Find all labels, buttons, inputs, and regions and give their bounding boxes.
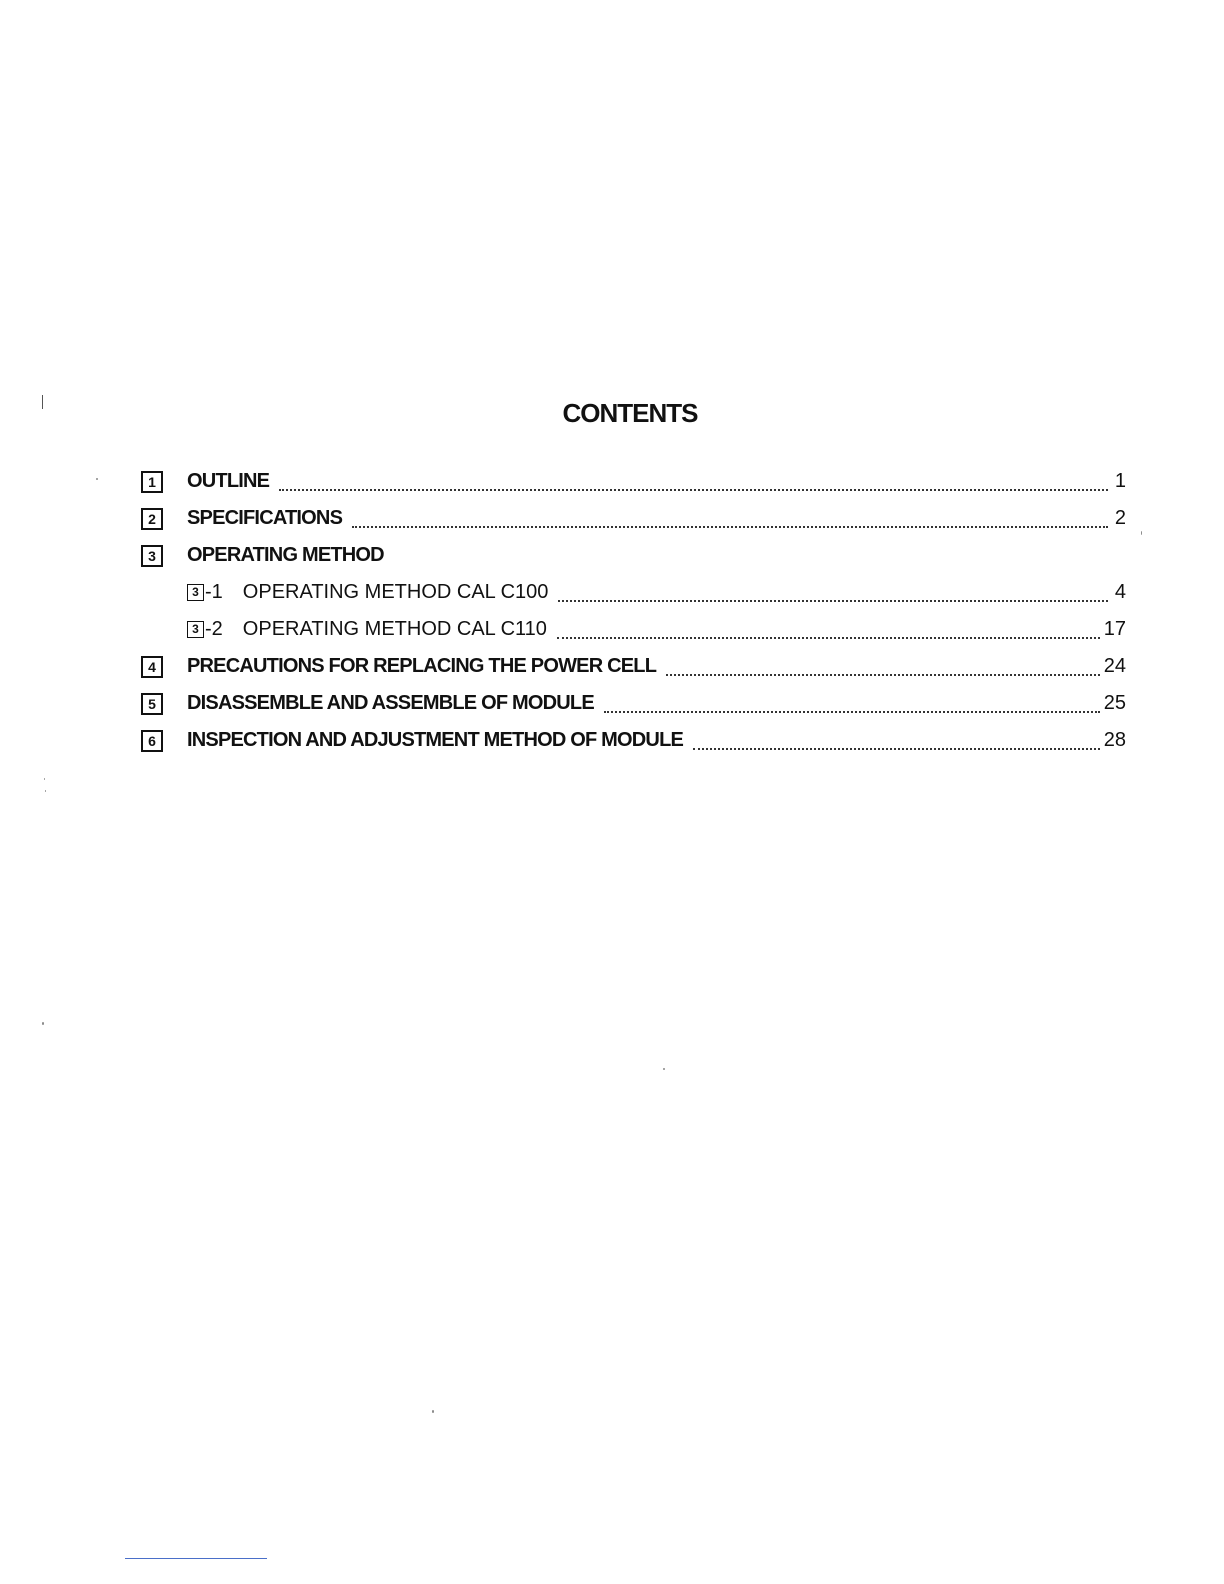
scan-speck <box>45 790 46 792</box>
toc-page-number: 1 <box>1114 470 1126 492</box>
scan-speck <box>42 395 43 409</box>
toc-entry-operating-method[interactable] <box>141 537 1126 574</box>
scan-speck <box>663 1068 665 1070</box>
toc-entry-label: PRECAUTIONS FOR REPLACING THE POWER CELL <box>187 655 657 677</box>
footer-rule <box>125 1558 267 1559</box>
toc-subentry-cal-c110[interactable] <box>141 611 1126 648</box>
subsection-number <box>187 618 223 641</box>
scan-speck <box>44 778 45 780</box>
section-number-box: 5 <box>141 693 163 715</box>
subsection-number <box>187 581 223 604</box>
toc-entry-label: OUTLINE <box>187 470 270 492</box>
subsection-suffix: -2 <box>205 618 223 640</box>
toc-entry-disassemble[interactable] <box>141 685 1126 722</box>
dot-leader <box>279 489 1108 491</box>
scan-speck <box>96 478 98 480</box>
section-number-box: 3 <box>141 545 163 567</box>
dot-leader <box>352 526 1108 528</box>
toc-entry-label: OPERATING METHOD CAL C110 <box>242 618 547 640</box>
toc-entry-label: OPERATING METHOD <box>187 544 384 566</box>
toc-entry-label: INSPECTION AND ADJUSTMENT METHOD OF MODULE <box>187 729 684 751</box>
toc-page-number: 24 <box>1103 655 1126 677</box>
toc-entry-precautions[interactable] <box>141 648 1126 685</box>
dot-leader <box>558 600 1108 602</box>
toc-entry-specifications[interactable] <box>141 500 1126 537</box>
scan-speck <box>42 1022 44 1025</box>
toc-entry-label: SPECIFICATIONS <box>187 507 343 529</box>
toc-entry-label: DISASSEMBLE AND ASSEMBLE OF MODULE <box>187 692 594 714</box>
toc-page-number: 2 <box>1114 507 1126 529</box>
section-number-box: 4 <box>141 656 163 678</box>
section-number-box: 3 <box>187 621 204 638</box>
toc-entry-label: OPERATING METHOD CAL C100 <box>242 581 549 603</box>
toc-page-number: 4 <box>1114 581 1126 603</box>
section-number-box: 1 <box>141 471 163 493</box>
dot-leader <box>693 748 1100 750</box>
dot-leader <box>666 674 1100 676</box>
section-number-box: 6 <box>141 730 163 752</box>
scan-speck <box>432 1410 434 1413</box>
toc-entry-inspection[interactable] <box>141 722 1126 759</box>
table-of-contents <box>141 463 1126 759</box>
subsection-suffix: -1 <box>205 581 223 603</box>
dot-leader <box>604 711 1100 713</box>
section-number-box: 2 <box>141 508 163 530</box>
page-title: CONTENTS <box>562 398 698 428</box>
toc-page-number: 28 <box>1103 729 1126 751</box>
toc-subentry-cal-c100[interactable] <box>141 574 1126 611</box>
toc-entry-outline[interactable] <box>141 463 1126 500</box>
toc-page-number: 25 <box>1103 692 1126 714</box>
section-number-box: 3 <box>187 584 204 601</box>
dot-leader <box>557 637 1100 639</box>
toc-page-number: 17 <box>1103 618 1126 640</box>
scan-speck <box>1141 531 1142 535</box>
